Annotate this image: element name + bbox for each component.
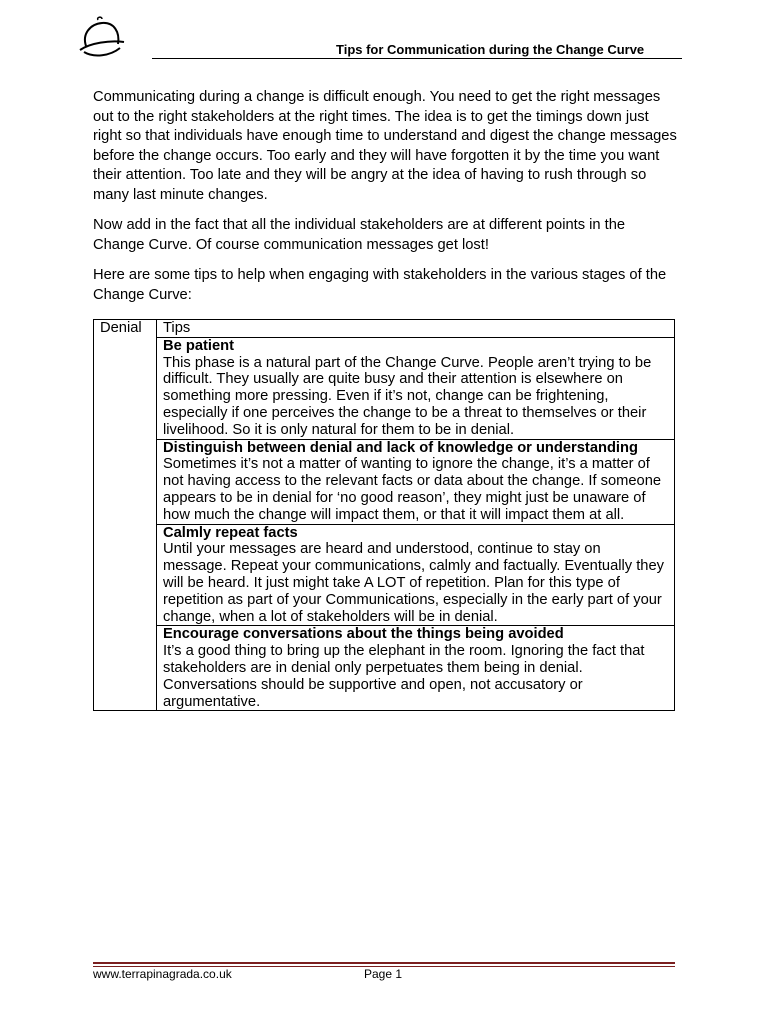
tip-cell [157,626,675,711]
table-header-row [94,320,675,338]
intro-paragraph-2: Now add in the fact that all the individual stakeholders are at different points in the Change Curve. Of course communication messages get lost! [93,217,626,253]
page-header-title: Tips for Communication during the Change Curve [336,42,645,57]
tip-title: Encourage conversations about the things being avoided [163,626,564,643]
table-row [94,439,675,524]
footer-website: www.terrapinagrada.co.uk [93,967,232,981]
stage-cell-denial: Denial [94,320,157,711]
intro-paragraph-1: Communicating during a change is difficult enough. You need to get the right messages out to the right stakeholders at the right times. The idea is to get the timings down just right so that individuals have enough time to understand and digest the change messages before the change occurs. Too early and they will have forgotten it by the time you want their attention. Too late and they will be angry at the idea of having to rush through so many last minute changes. [93,89,677,203]
tip-title: Be patient [163,337,234,354]
tip-body: Until your messages are heard and understood, continue to stay on message. Repeat your communications, calmly and factually. Eventually they will be heard. It just might take A LOT of repetition. Plan for this type of repetition as part of your Communications, especially in the early part of your change, when a lot of stakeholders will be in denial. [163,541,664,625]
tip-body: This phase is a natural part of the Change Curve. People aren’t trying to be difficult. They usually are quite busy and their attention is elsewhere on something more pressing. Even if it’s not, change can be frightening, especially if one perceives the change to be a threat to themselves or their livelihood. So it is only natural for them to be in denial. [163,354,652,438]
intro-paragraph-3: Here are some tips to help when engaging with stakeholders in the various stages of the Change Curve: [93,267,667,303]
table-row [94,626,675,711]
table-row [94,337,675,439]
tip-body: It’s a good thing to bring up the elephant in the room. Ignoring the fact that stakeholders are in denial only perpetuates them being in denial. Conversations should be supportive and open, not accusatory or argumentative. [163,643,645,710]
table-row [94,524,675,626]
tip-cell [157,439,675,524]
footer-page-number: Page 1 [364,967,403,981]
intro-text [93,88,677,316]
tips-header-cell: Tips [157,320,675,338]
tip-cell [157,337,675,439]
tip-title: Distinguish between denial and lack of knowledge or understanding [163,439,638,456]
tip-cell [157,524,675,626]
tip-body: Sometimes it’s not a matter of wanting to ignore the change, it’s a matter of not having access to the relevant facts or data about the change. If someone appears to be in denial for ‘no good reason’, they might just be unaware of how much the change will impact them, or that it will impact them at all. [163,456,662,523]
terrapin-logo-icon [76,16,128,62]
denial-tips-table [93,319,675,711]
header-divider [152,58,682,59]
footer-divider [93,962,675,964]
tip-title: Calmly repeat facts [163,524,298,541]
